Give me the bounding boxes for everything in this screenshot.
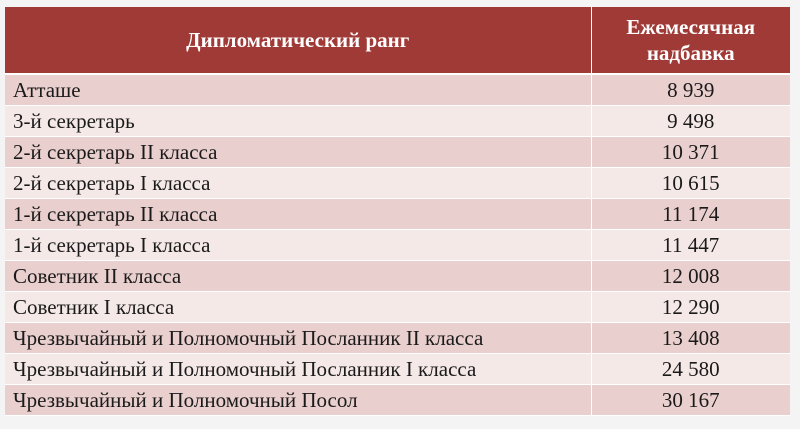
amount-cell: 10 615 <box>591 168 790 199</box>
amount-cell: 24 580 <box>591 354 790 385</box>
allowance-table-container <box>5 7 790 416</box>
rank-cell: 1-й секретарь I класса <box>5 230 591 261</box>
rank-cell: 1-й секретарь II класса <box>5 199 591 230</box>
table-row <box>5 354 790 385</box>
header-row <box>5 7 790 74</box>
table-header <box>5 7 790 74</box>
table-row <box>5 261 790 292</box>
amount-cell: 30 167 <box>591 385 790 416</box>
rank-cell: 2-й секретарь II класса <box>5 137 591 168</box>
table-row <box>5 199 790 230</box>
rank-cell: Советник I класса <box>5 292 591 323</box>
rank-cell: Атташе <box>5 74 591 106</box>
table-row <box>5 323 790 354</box>
rank-cell: 2-й секретарь I класса <box>5 168 591 199</box>
amount-cell: 13 408 <box>591 323 790 354</box>
table-row <box>5 168 790 199</box>
table-body <box>5 74 790 416</box>
table-row <box>5 74 790 106</box>
table-row <box>5 230 790 261</box>
amount-cell: 12 008 <box>591 261 790 292</box>
table-row <box>5 385 790 416</box>
amount-cell: 8 939 <box>591 74 790 106</box>
amount-cell: 12 290 <box>591 292 790 323</box>
rank-cell: Чрезвычайный и Полномочный Посланник II класса <box>5 323 591 354</box>
rank-cell: Чрезвычайный и Полномочный Посланник I класса <box>5 354 591 385</box>
rank-cell: 3-й секретарь <box>5 106 591 137</box>
header-rank: Дипломатический ранг <box>5 7 591 74</box>
rank-cell: Советник II класса <box>5 261 591 292</box>
table-row <box>5 292 790 323</box>
table-row <box>5 106 790 137</box>
amount-cell: 10 371 <box>591 137 790 168</box>
allowance-table <box>5 7 790 416</box>
header-allowance: Ежемесячная надбавка <box>591 7 790 74</box>
rank-cell: Чрезвычайный и Полномочный Посол <box>5 385 591 416</box>
table-row <box>5 137 790 168</box>
amount-cell: 9 498 <box>591 106 790 137</box>
amount-cell: 11 174 <box>591 199 790 230</box>
amount-cell: 11 447 <box>591 230 790 261</box>
